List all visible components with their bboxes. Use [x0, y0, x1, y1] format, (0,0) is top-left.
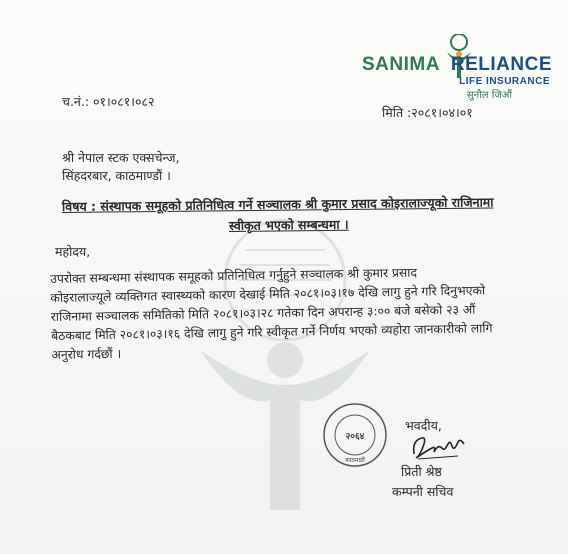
address-line: सिंहदरबार, काठमाण्डौं ।	[62, 168, 171, 183]
body-line: बैठकबाट मिति २०८१।०३।१६ देखि लागु हुने गरि स्वीकृत गर्ने निर्णय भएको व्यहोरा जानकारीको लागि	[51, 321, 493, 343]
reference-number: च.नं.: ०१।०८१।०८२	[62, 94, 155, 109]
body-line: उपरोक्त सम्बन्धमा संस्थापक समूहको प्रतिनिधित्व गर्नुहुने सञ्चालक श्री कुमार प्रसाद	[50, 265, 418, 286]
subject-line: स्वीकृत भएको सम्बन्धमा ।	[228, 216, 349, 233]
body-line: राजिनामा सञ्चालक समितिको मिति २०८१।०३।२८ गतेका दिन अपरान्ह ३:०० बजे बसेको २३ औं	[50, 302, 476, 324]
stamp-city: काठमाडौं	[345, 457, 365, 464]
watermark-logo-icon	[160, 210, 410, 530]
letter-date: मिति :२०८१।०४।०१	[382, 105, 473, 120]
logo-brand-left: SANIMA	[362, 54, 440, 75]
signatory-title: कम्पनी सचिव	[392, 484, 454, 499]
letter-body	[50, 262, 522, 365]
body-line: कोइरालाज्यूले व्यक्तिगत स्वास्थ्यको कारण देखाई मिति २०८१।०३।१७ देखि लागु हुने गरि दिनुभएको	[50, 283, 486, 305]
logo-sub: LIFE INSURANCE	[459, 76, 550, 87]
subject-line: विषय : संस्थापक समूहको प्रतिनिधित्व गर्ने सञ्चालक श्री कुमार प्रसाद कोइरालाज्यूको राजिनामा	[61, 194, 494, 214]
company-logo	[362, 40, 552, 100]
logo-brand-right: RELIANCE	[450, 54, 552, 75]
salutation: महोदय,	[55, 244, 91, 259]
logo-tagline: सुनौल जिऔं	[466, 90, 512, 101]
stamp-year: २०६४	[345, 432, 365, 442]
body-line: अनुरोध गर्दछौं ।	[51, 346, 122, 362]
signature-icon	[408, 430, 468, 462]
signatory-name: प्रिती श्रेष्ठ	[401, 464, 442, 479]
closing: भवदीय,	[405, 418, 442, 433]
address-line: श्री नेपाल स्टक एक्सचेन्ज,	[62, 150, 180, 165]
company-stamp	[322, 402, 388, 468]
